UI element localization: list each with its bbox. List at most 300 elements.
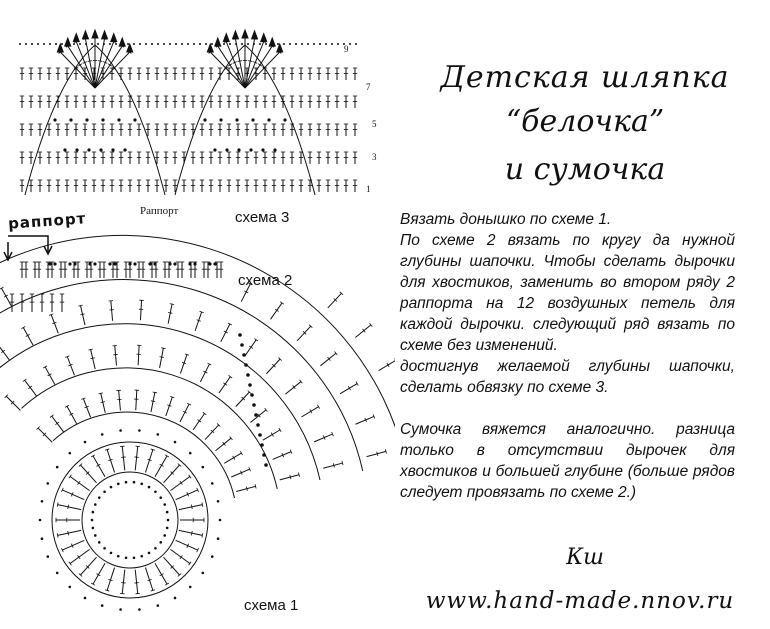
stitch-mark: [290, 475, 291, 479]
stitch-mark: [62, 540, 84, 550]
chain-dot: [101, 118, 104, 121]
chain-dot: [98, 541, 101, 544]
stitch-mark: [78, 305, 82, 306]
stitch-mark: [91, 358, 95, 359]
chain-dot: [101, 433, 104, 436]
chain-dot: [163, 43, 165, 45]
chain-dot: [211, 43, 213, 45]
chain-dot: [128, 262, 131, 265]
rapport-printed-label: Раппорт: [140, 205, 179, 217]
chain-dot: [337, 43, 339, 45]
chain-dot: [148, 262, 151, 265]
arc-line: [175, 45, 245, 195]
chain-dot: [267, 118, 270, 121]
chain-dot: [154, 490, 157, 493]
title-line-3: и сумочка: [504, 152, 666, 187]
chain-dot: [148, 552, 151, 555]
stitch-mark: [231, 469, 249, 477]
stitch-mark: [99, 393, 103, 394]
stitch-mark: [163, 465, 179, 483]
stitch-mark: [249, 346, 253, 349]
chain-dot: [41, 537, 44, 540]
stitch-mark: [245, 42, 264, 88]
chain-dot: [138, 608, 141, 611]
arrow-mark: [111, 34, 117, 42]
chain-dot: [193, 262, 196, 265]
stitch-mark: [101, 402, 105, 403]
title-line-2: “белочка”: [505, 104, 665, 139]
stitch-mark: [80, 465, 96, 483]
chain-dot: [253, 43, 255, 45]
chain-dot: [61, 43, 63, 45]
scheme-1-label: схема 1: [244, 597, 299, 614]
chain-dot: [117, 118, 120, 121]
chain-dot: [167, 519, 170, 522]
stitch-mark: [180, 404, 189, 422]
stitch-mark: [266, 359, 280, 374]
chain-dot: [249, 148, 252, 151]
instructions-text: [400, 209, 735, 503]
stitch-mark: [38, 428, 52, 442]
arrow-mark: [73, 34, 79, 42]
stitch-mark: [57, 502, 58, 506]
arrow-mark: [242, 30, 248, 38]
stitch-mark: [285, 382, 301, 395]
chain-dot: [94, 503, 97, 506]
stitch-mark: [210, 52, 245, 88]
chain-dot: [199, 43, 201, 45]
stitch-mark: [342, 461, 343, 465]
chain-dot: [235, 118, 238, 121]
stitch-mark: [80, 314, 84, 315]
chain-dot: [355, 43, 357, 45]
chain-dot: [213, 262, 216, 265]
stitch-mark: [88, 61, 92, 62]
stitch-mark: [52, 416, 64, 432]
stitch-mark: [107, 450, 114, 473]
stitch-mark: [179, 530, 202, 535]
chain-dot: [319, 43, 321, 45]
chain-dot: [301, 43, 303, 45]
chain-dot: [133, 118, 136, 121]
chain-dot: [103, 490, 106, 493]
chain-dot: [125, 481, 128, 484]
stitch-mark: [328, 293, 342, 308]
row-number: 5: [372, 119, 377, 129]
chain-dot: [250, 393, 254, 397]
scheme-1-diagram: [0, 235, 395, 610]
stitch-mark: [155, 456, 167, 477]
stitch-mark: [80, 557, 96, 575]
signature: Кш: [566, 545, 604, 570]
chain-dot: [159, 541, 162, 544]
arc-line: [95, 45, 165, 195]
stitch-mark: [111, 301, 113, 321]
chain-dot: [225, 148, 228, 151]
chain-dot: [98, 496, 101, 499]
chain-dot: [256, 423, 260, 427]
stitch-mark: [68, 505, 69, 509]
stitch-mark: [155, 563, 167, 584]
stitch-mark: [179, 505, 202, 510]
chain-dot: [173, 262, 176, 265]
chain-dot: [92, 511, 95, 514]
chain-dot: [262, 453, 266, 457]
chain-dot: [133, 43, 135, 45]
arrow-mark: [127, 44, 133, 52]
stitch-mark: [385, 449, 386, 453]
stitch-mark: [95, 42, 114, 88]
chain-dot: [53, 118, 56, 121]
stitch-mark: [297, 326, 311, 341]
chain-dot: [94, 534, 97, 537]
chain-dot: [247, 43, 249, 45]
stitch-mark: [91, 349, 95, 368]
chain-dot: [110, 552, 113, 555]
chain-dot: [111, 148, 114, 151]
stitch-mark: [275, 309, 279, 312]
chain-dot: [49, 43, 51, 45]
arrow-mark: [252, 31, 258, 39]
chain-dot: [140, 555, 143, 558]
stitch-mark: [168, 312, 172, 313]
chain-dot: [87, 148, 90, 151]
stitch-mark: [93, 563, 105, 584]
stitch-mark: [229, 375, 233, 378]
stitch-mark: [215, 438, 231, 451]
chain-dot: [133, 556, 136, 559]
stitch-mark: [356, 416, 374, 424]
chain-dot: [119, 608, 122, 611]
chain-dot: [205, 43, 207, 45]
arc-line: [25, 45, 95, 195]
chain-dot: [157, 604, 160, 607]
chain-dot: [68, 452, 71, 455]
chain-dot: [97, 43, 99, 45]
stitch-mark: [140, 300, 141, 320]
chain-dot: [219, 118, 222, 121]
chain-dot: [55, 43, 57, 45]
stitch-mark: [221, 324, 230, 342]
chain-dot: [145, 43, 147, 45]
chain-dot: [251, 118, 254, 121]
stitch-mark: [138, 345, 139, 365]
chain-dot: [43, 43, 45, 45]
chain-dot: [73, 262, 76, 265]
instruction-paragraph: Вязать донышко по схеме 1.: [400, 211, 612, 228]
chain-dot: [252, 403, 256, 407]
chain-dot: [248, 383, 252, 387]
stitch-mark: [115, 346, 117, 366]
chain-dot: [217, 537, 220, 540]
chain-dot: [108, 262, 111, 265]
stitch-mark: [135, 570, 138, 594]
chain-dot: [127, 43, 129, 45]
chain-dot: [67, 43, 69, 45]
chain-dot: [103, 43, 105, 45]
chain-dot: [56, 572, 59, 575]
chain-dot: [133, 481, 136, 484]
chain-dot: [68, 262, 71, 265]
chain-dot: [88, 262, 91, 265]
stitch-mark: [246, 487, 247, 491]
stitch-mark: [163, 557, 179, 575]
chain-dot: [254, 413, 258, 417]
scheme-3-diagram: [19, 30, 357, 195]
chain-dot: [153, 262, 156, 265]
stitch-mark: [67, 406, 77, 423]
chain-dot: [235, 43, 237, 45]
chain-dot: [46, 482, 49, 485]
chain-dot: [169, 43, 171, 45]
rapport-bracket: [4, 236, 52, 260]
instruction-paragraph: По схеме 2 вязать по кругу да нужной глубины шапочки. Чтобы сделать дырочки для хвостиков, заменить во втором ряду 2 раппорта на 12 воздушных петель для каждой дырочки. следующий ряд вязать по схеме без изменений.: [400, 232, 735, 354]
stitch-mark: [224, 453, 241, 463]
stitch-mark: [67, 357, 74, 376]
chain-dot: [110, 486, 113, 489]
stitch-mark: [205, 425, 219, 440]
chain-dot: [115, 43, 117, 45]
chain-dot: [325, 43, 327, 45]
chain-dot: [99, 148, 102, 151]
chain-dot: [163, 534, 166, 537]
chain-dot: [121, 43, 123, 45]
row-number: 1: [366, 184, 371, 194]
stitch-mark: [377, 452, 378, 456]
chain-dot: [289, 43, 291, 45]
stitch-mark: [170, 549, 189, 563]
stitch-mark: [280, 302, 284, 305]
chain-dot: [39, 519, 42, 522]
arc-line: [0, 324, 320, 480]
chain-dot: [219, 519, 222, 522]
stitch-mark: [58, 530, 81, 535]
chain-dot: [244, 363, 248, 367]
chain-dot: [168, 262, 171, 265]
stitch-mark: [248, 61, 252, 62]
stitch-mark: [160, 357, 164, 358]
stitch-mark: [254, 339, 258, 342]
stitch-mark: [151, 392, 155, 412]
stitch-mark: [60, 52, 95, 88]
stitch-mark: [367, 451, 386, 456]
chain-dot: [113, 262, 116, 265]
chain-dot: [189, 452, 192, 455]
stitch-mark: [340, 384, 357, 394]
stitch-mark: [238, 61, 242, 62]
chain-dot: [157, 433, 160, 436]
chain-dot: [193, 43, 195, 45]
chain-dot: [91, 519, 94, 522]
chain-dot: [174, 441, 177, 444]
chain-dot: [203, 118, 206, 121]
chain-dot: [181, 43, 183, 45]
chain-dot: [75, 148, 78, 151]
stitch-mark: [263, 430, 280, 440]
stitch-mark: [226, 42, 245, 88]
stitch-mark: [355, 325, 371, 338]
stitch-mark: [122, 570, 125, 594]
stitch-mark: [145, 568, 152, 591]
chain-dot: [73, 43, 75, 45]
chain-dot: [133, 262, 136, 265]
stitch-mark: [219, 377, 230, 393]
stitch-mark: [88, 349, 92, 350]
chain-dot: [41, 500, 44, 503]
stitch-mark: [51, 315, 58, 334]
stitch-mark: [301, 407, 318, 417]
stitch-mark: [153, 392, 157, 393]
stitch-mark: [314, 434, 332, 442]
chain-dot: [240, 343, 244, 347]
chain-dot: [277, 43, 279, 45]
chain-dot: [238, 333, 242, 337]
stitch-mark: [323, 463, 342, 468]
chain-dot: [53, 262, 56, 265]
stitch-mark: [191, 531, 192, 535]
chain-dot: [283, 118, 286, 121]
stitch-mark: [245, 52, 280, 88]
chain-dot: [307, 43, 309, 45]
arrow-mark: [261, 34, 267, 42]
stitch-mark: [170, 304, 174, 305]
stitch-mark: [280, 475, 299, 480]
stitch-mark: [160, 348, 164, 368]
arrow-mark: [232, 31, 238, 39]
chain-dot: [140, 483, 143, 486]
chain-dot: [174, 597, 177, 600]
stitch-mark: [273, 452, 291, 460]
chain-dot: [211, 482, 214, 485]
chain-dot: [217, 43, 219, 45]
chain-dot: [85, 43, 87, 45]
chain-dot: [109, 43, 111, 45]
chain-dot: [85, 118, 88, 121]
chain-dot: [91, 43, 93, 45]
stitch-mark: [76, 42, 95, 88]
chain-dot: [117, 483, 120, 486]
chain-dot: [175, 43, 177, 45]
arrow-mark: [277, 44, 283, 52]
stitch-mark: [236, 486, 255, 491]
stitch-mark: [107, 568, 114, 591]
stitch-mark: [202, 502, 203, 506]
chain-dot: [258, 433, 262, 437]
stitch-mark: [62, 490, 84, 500]
chain-dot: [189, 586, 192, 589]
stitch-mark: [136, 390, 137, 410]
stitch-mark: [68, 531, 69, 535]
chain-dot: [68, 586, 71, 589]
chain-dot: [213, 148, 216, 151]
chain-dot: [25, 43, 27, 45]
rapport-handwritten-label: раппорт: [7, 209, 87, 233]
stitch-mark: [2, 288, 12, 305]
row-number: 7: [366, 82, 371, 92]
stitch-mark: [57, 533, 58, 537]
stitch-mark: [320, 353, 336, 366]
stitch-mark: [203, 412, 207, 415]
stitch-mark: [145, 450, 152, 473]
stitch-mark: [255, 484, 256, 488]
stitch-mark: [198, 420, 202, 423]
arrow-mark: [223, 34, 229, 42]
chain-dot: [331, 43, 333, 45]
stitch-mark: [176, 490, 198, 500]
arrow-mark: [102, 31, 108, 39]
chain-dot: [56, 466, 59, 469]
stitch-mark: [168, 304, 172, 324]
chain-dot: [154, 547, 157, 550]
stitch-mark: [193, 414, 204, 430]
arc-line: [22, 368, 278, 489]
chain-dot: [92, 527, 95, 530]
stitch-mark: [250, 410, 266, 423]
chain-dot: [187, 43, 189, 45]
stitch-mark: [93, 456, 105, 477]
scheme-3-label: схема 3: [235, 209, 290, 226]
chain-dot: [260, 443, 264, 447]
chain-dot: [117, 555, 120, 558]
scheme-2-label: схема 2: [238, 272, 293, 289]
chain-dot: [349, 43, 351, 45]
title-line-1: Детская шляпка: [440, 60, 730, 95]
stitch-mark: [151, 401, 155, 402]
scheme-2-diagram: [10, 262, 223, 312]
stitch-mark: [83, 399, 90, 418]
chain-dot: [208, 262, 211, 265]
chain-dot: [119, 429, 122, 432]
stitch-mark: [70, 549, 89, 563]
chain-dot: [166, 527, 169, 530]
stitch-mark: [25, 380, 37, 396]
chain-dot: [166, 511, 169, 514]
stitch-mark: [119, 390, 121, 410]
stitch-mark: [70, 477, 89, 491]
chain-dot: [237, 148, 240, 151]
chain-dot: [265, 43, 267, 45]
chain-dot: [138, 429, 141, 432]
chain-dot: [223, 43, 225, 45]
stitch-mark: [23, 328, 33, 345]
chain-dot: [163, 503, 166, 506]
chain-dot: [69, 118, 72, 121]
chain-dot: [37, 43, 39, 45]
stitch-mark: [6, 396, 20, 410]
chain-dot: [211, 555, 214, 558]
stitch-mark: [81, 306, 85, 325]
chain-dot: [139, 43, 141, 45]
chain-dot: [101, 604, 104, 607]
chain-dot: [125, 556, 128, 559]
chain-dot: [241, 43, 243, 45]
chain-dot: [31, 43, 33, 45]
chain-dot: [48, 262, 51, 265]
stitch-mark: [202, 533, 203, 537]
chain-dot: [148, 486, 151, 489]
chain-dot: [79, 43, 81, 45]
chain-dot: [273, 148, 276, 151]
ring: [82, 472, 178, 568]
stitch-mark: [170, 477, 189, 491]
stitch-mark: [191, 505, 192, 509]
stitch-mark: [58, 505, 81, 510]
stitch-mark: [135, 446, 138, 470]
arrow-mark: [207, 44, 213, 52]
chain-dot: [188, 262, 191, 265]
chain-dot: [103, 547, 106, 550]
arrow-mark: [92, 30, 98, 38]
